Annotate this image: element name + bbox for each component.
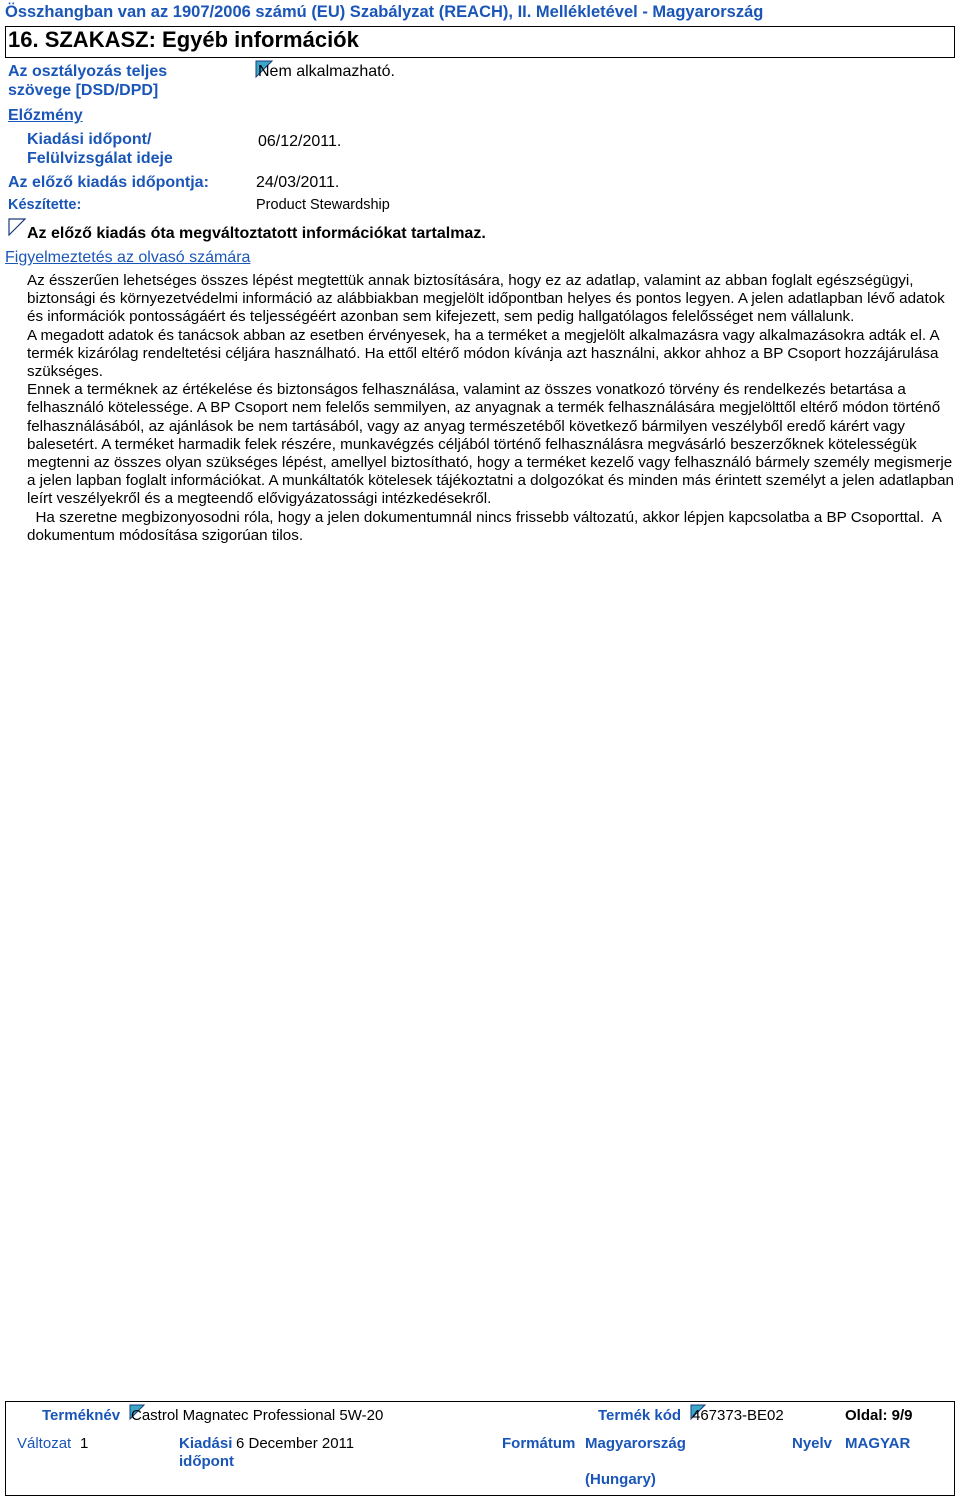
- notice-paragraph-3: Ennek a terméknek az értékelése és biztonságos felhasználása, valamint az összes vonatkozó törvény és rendelkezés betartása a felhasználó kötelessége. A BP Csoport nem felelős semmilyen, az anyagnak a termék felhasználására megjelölttől eltérő módon történő felhasználásából, az ajánlások be nem tartásából, vagy az anyag természetéből következő bármilyen veszélyből eredő kárért vagy balesetért. A terméket harmadik felek részére, munkavégzés céljából történő felhasználásra megvásárló beszerzőknek kötelességük megtenni az összes olyan szükséges lépést, amellyel biztosítható, hogy a terméket kezelő vagy felhasználó bármely személy megismerje a jelen lapban foglalt információkat. A munkáltatók kötelesek tájékoztatni a dolgozókat és minden más érintett személyt a jelen adatlapban leírt veszélyekről és a megteendő elővigyázatossági intézkedésekről.: [27, 381, 954, 508]
- change-notice-icon: [8, 218, 26, 236]
- footer-page-number: Oldal: 9/9: [845, 1407, 913, 1424]
- footer-product-code-value: 467373-BE02: [692, 1407, 784, 1424]
- previous-issue-value: 24/03/2011.: [256, 174, 340, 191]
- prepared-by-value: Product Stewardship: [256, 197, 390, 213]
- footer-product-name-label: Terméknév: [42, 1407, 121, 1424]
- history-heading: Előzmény: [8, 107, 83, 124]
- document-header: Összhangban van az 1907/2006 számú (EU) Szabályzat (REACH), II. Mellékletével - Magyarország: [5, 3, 764, 21]
- notice-paragraph-2: A megadott adatok és tanácsok abban az esetben érvényesek, ha a terméket a megjelölt alkalmazásra vagy alkalmazásokra adták el. A termék kizárólag rendeltetési céljára használható. Ha ettől eltérő módon kívánja azt használni, akkor ahhoz a BP Csoport hozzájárulása szükséges.: [27, 326, 939, 381]
- footer-issue-value: 6 December 2011: [236, 1435, 355, 1452]
- footer-product-code-label: Termék kód: [598, 1407, 682, 1424]
- prepared-by-label: Készítette:: [8, 197, 82, 213]
- issue-date-value: 06/12/2011.: [258, 133, 342, 150]
- notice-body: [27, 272, 957, 545]
- notice-heading: Figyelmeztetés az olvasó számára: [5, 249, 251, 266]
- classification-label: Az osztályozás teljes szövege [DSD/DPD]: [8, 63, 168, 99]
- footer-language-label: Nyelv: [792, 1435, 833, 1452]
- footer-product-name-value: Castrol Magnatec Professional 5W-20: [131, 1407, 384, 1424]
- section-title: 16. SZAKASZ: Egyéb információk: [8, 27, 359, 52]
- footer-language-value: MAGYAR: [845, 1435, 911, 1452]
- notice-paragraph-1: Az ésszerűen lehetséges összes lépést megtettük annak biztosítására, hogy ez az adatlap, valamint az abban foglalt egészségügyi, biztonsági és környezetvédelmi információ az alábbiakban megjelölt időpontban helyes és pontos legyen. A jelen adatlapban lévő adatok és információk pontosságáért és teljességéért azonban sem kifejezett, sem pedig hallgatólagos felelősséget nem vállalunk.: [27, 272, 945, 326]
- issue-date-label: Kiadási időpont/ Felülvizsgálat ideje: [27, 131, 173, 167]
- previous-issue-label: Az előző kiadás időpontja:: [8, 174, 209, 191]
- footer-version-value: 1: [80, 1435, 89, 1452]
- footer-format-value: Magyarország (Hungary): [585, 1435, 686, 1488]
- footer-version-label: Változat: [17, 1435, 72, 1452]
- footer-issue-label: Kiadási időpont: [179, 1435, 234, 1470]
- notice-paragraph-4: Ha szeretne megbizonyosodni róla, hogy a jelen dokumentumnál nincs frissebb változatú, akkor lépjen kapcsolatba a BP Csoporttal. A dokumentum módosítása szigorúan tilos.: [27, 508, 946, 544]
- footer-format-label: Formátum: [502, 1435, 576, 1452]
- classification-value: Nem alkalmazható.: [258, 63, 395, 80]
- change-notice-text: Az előző kiadás óta megváltoztatott információkat tartalmaz.: [27, 225, 486, 242]
